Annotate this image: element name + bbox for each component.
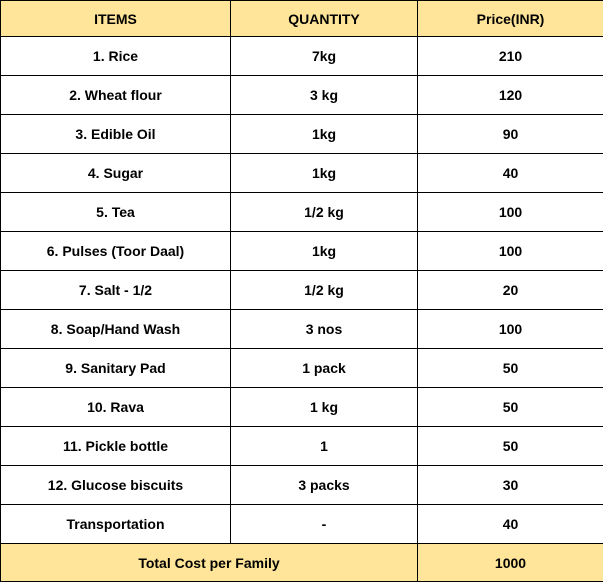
table-row: [1, 271, 603, 310]
quantity-cell: 1 kg: [231, 388, 418, 427]
price-cell: 40: [418, 154, 603, 193]
item-cell: 8. Soap/Hand Wash: [1, 310, 231, 349]
item-cell: 10. Rava: [1, 388, 231, 427]
total-value: 1000: [418, 544, 603, 582]
header-price: Price(INR): [418, 1, 603, 37]
table-row: [1, 310, 603, 349]
item-cell: 2. Wheat flour: [1, 76, 231, 115]
item-cell: 4. Sugar: [1, 154, 231, 193]
quantity-cell: -: [231, 505, 418, 544]
quantity-cell: 1kg: [231, 232, 418, 271]
quantity-cell: 1kg: [231, 154, 418, 193]
price-cell: 50: [418, 349, 603, 388]
table-row: [1, 427, 603, 466]
header-quantity: QUANTITY: [231, 1, 418, 37]
item-cell: Transportation: [1, 505, 231, 544]
quantity-cell: 3 kg: [231, 76, 418, 115]
table-row: [1, 76, 603, 115]
item-cell: 7. Salt - 1/2: [1, 271, 231, 310]
quantity-cell: 1: [231, 427, 418, 466]
total-label: Total Cost per Family: [1, 544, 418, 582]
quantity-cell: 1/2 kg: [231, 271, 418, 310]
price-cell: 100: [418, 232, 603, 271]
header-items: ITEMS: [1, 1, 231, 37]
price-cell: 100: [418, 310, 603, 349]
item-cell: 12. Glucose biscuits: [1, 466, 231, 505]
quantity-cell: 1kg: [231, 115, 418, 154]
total-row: [1, 544, 603, 582]
table-row: [1, 505, 603, 544]
table-body: [1, 37, 603, 544]
price-cell: 100: [418, 193, 603, 232]
price-cell: 50: [418, 427, 603, 466]
item-cell: 11. Pickle bottle: [1, 427, 231, 466]
item-cell: 1. Rice: [1, 37, 231, 76]
quantity-cell: 1/2 kg: [231, 193, 418, 232]
table-row: [1, 349, 603, 388]
item-cell: 6. Pulses (Toor Daal): [1, 232, 231, 271]
table-row: [1, 232, 603, 271]
price-cell: 90: [418, 115, 603, 154]
item-cell: 9. Sanitary Pad: [1, 349, 231, 388]
header-row: [1, 1, 603, 37]
table-row: [1, 115, 603, 154]
table-row: [1, 37, 603, 76]
quantity-cell: 7kg: [231, 37, 418, 76]
price-cell: 120: [418, 76, 603, 115]
item-cell: 5. Tea: [1, 193, 231, 232]
table-row: [1, 154, 603, 193]
price-cell: 20: [418, 271, 603, 310]
quantity-cell: 1 pack: [231, 349, 418, 388]
price-cell: 40: [418, 505, 603, 544]
item-cell: 3. Edible Oil: [1, 115, 231, 154]
table-row: [1, 193, 603, 232]
quantity-cell: 3 nos: [231, 310, 418, 349]
table-row: [1, 466, 603, 505]
price-cell: 210: [418, 37, 603, 76]
quantity-cell: 3 packs: [231, 466, 418, 505]
price-cell: 50: [418, 388, 603, 427]
price-cell: 30: [418, 466, 603, 505]
table-row: [1, 388, 603, 427]
